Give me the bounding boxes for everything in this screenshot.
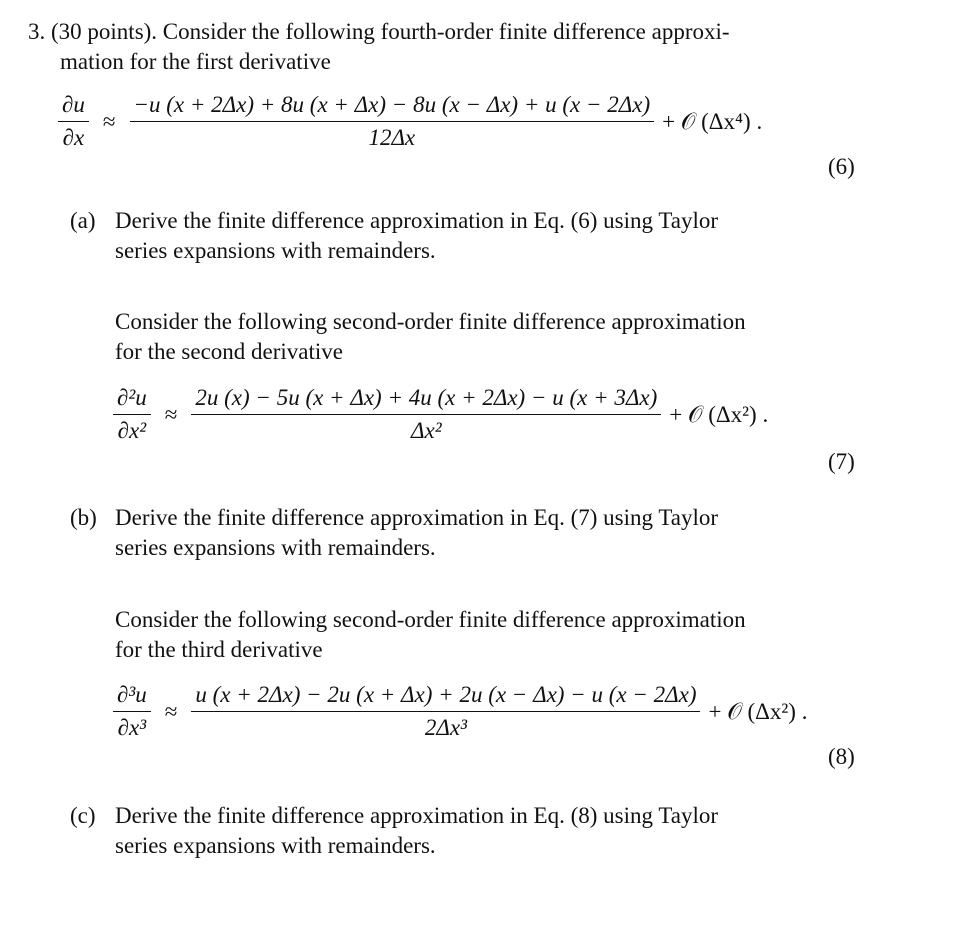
rhs-numerator: 2u (x) − 5u (x + Δx) + 4u (x + 2Δx) − u (x + 3Δx)	[191, 385, 661, 415]
lhs-numerator: ∂²u	[113, 385, 151, 415]
intro-7-line-1: Consider the following second-order finite difference approximation	[115, 309, 746, 334]
part-c-line-2: series expansions with remainders.	[115, 833, 436, 858]
lhs-denominator: ∂x	[62, 125, 85, 150]
rhs-denominator: 2Δx³	[424, 715, 467, 740]
equation-6	[58, 92, 762, 151]
lhs-denominator: ∂x³	[117, 715, 147, 740]
equation-number-6: (6)	[828, 154, 855, 179]
approx-sign: ≈	[164, 401, 178, 427]
approx-sign: ≈	[102, 108, 116, 134]
part-a-label: (a)	[70, 208, 96, 233]
part-b-label: (b)	[70, 505, 97, 530]
rhs-denominator: Δx²	[411, 418, 442, 443]
lhs-denominator: ∂x²	[117, 418, 147, 443]
problem-line-1: 3. (30 points). Consider the following fourth-order finite difference approxi-	[28, 19, 730, 44]
intro-8-line-2: for the third derivative	[115, 637, 323, 662]
intro-8-line-1: Consider the following second-order finite difference approximation	[115, 607, 746, 632]
intro-7-line-2: for the second derivative	[115, 339, 343, 364]
part-a-line-2: series expansions with remainders.	[115, 238, 436, 263]
lhs-numerator: ∂u	[58, 92, 89, 122]
equation-8	[113, 682, 807, 741]
order-term: + 𝒪 (Δx²) .	[669, 401, 769, 427]
lhs-numerator: ∂³u	[113, 682, 151, 712]
rhs-numerator: −u (x + 2Δx) + 8u (x + Δx) − 8u (x − Δx) + u (x − 2Δx)	[130, 92, 655, 122]
rhs-denominator: 12Δx	[368, 125, 416, 150]
part-c-line-1: Derive the finite difference approximation in Eq. (8) using Taylor	[115, 803, 719, 828]
approx-sign: ≈	[164, 698, 178, 724]
order-term: + 𝒪 (Δx⁴) .	[662, 108, 763, 134]
problem-line-2: mation for the first derivative	[60, 49, 331, 74]
equation-7	[113, 385, 768, 444]
equation-number-7: (7)	[828, 449, 855, 474]
part-c-label: (c)	[70, 803, 96, 828]
rhs-numerator: u (x + 2Δx) − 2u (x + Δx) + 2u (x − Δx) − u (x − 2Δx)	[191, 682, 700, 712]
part-a-line-1: Derive the finite difference approximation in Eq. (6) using Taylor	[115, 208, 719, 233]
order-term: + 𝒪 (Δx²) .	[708, 698, 808, 724]
part-b-line-1: Derive the finite difference approximation in Eq. (7) using Taylor	[115, 505, 719, 530]
part-b-line-2: series expansions with remainders.	[115, 535, 436, 560]
equation-number-8: (8)	[828, 744, 855, 769]
